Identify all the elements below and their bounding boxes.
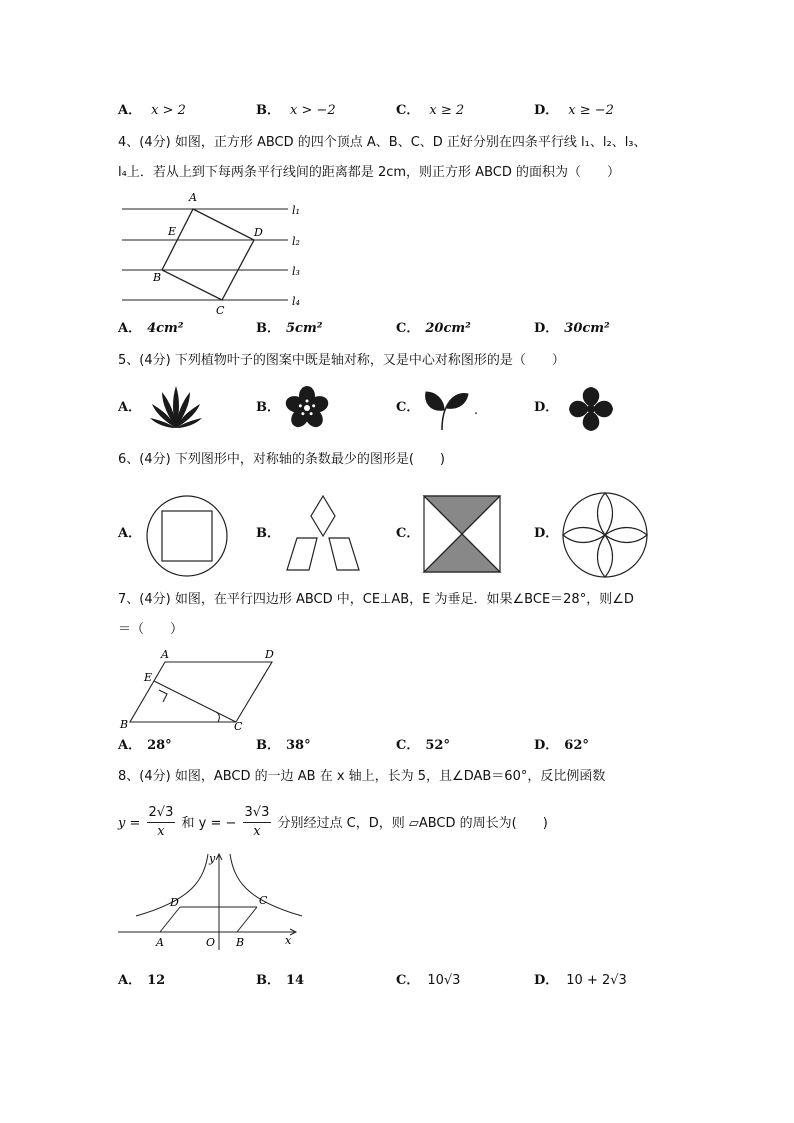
q4-option-b[interactable]: B． 5cm²: [256, 321, 323, 336]
label-y: y: [209, 852, 216, 865]
label-o: O: [206, 936, 216, 949]
q3-option-d[interactable]: D． x ≥ −2: [534, 103, 614, 118]
square-with-triangles-figure: [422, 494, 502, 574]
label-l1: l₁: [292, 204, 300, 217]
q7-option-d[interactable]: D． 62°: [534, 738, 589, 753]
label-d: D: [265, 648, 274, 661]
q6-option-d[interactable]: D．: [534, 526, 559, 541]
q4-figure: [118, 188, 318, 316]
q8-option-b[interactable]: B． 14: [256, 973, 305, 988]
label-l2: l₂: [292, 235, 300, 248]
q6-option-a[interactable]: A．: [118, 526, 142, 541]
q6-stem: 6、(4分) 下列图形中，对称轴的条数最少的图形是( ): [118, 452, 445, 467]
label-e: E: [144, 671, 153, 684]
label-c: C: [216, 304, 225, 316]
label-b: B: [120, 718, 129, 731]
q5-option-c-suffix: .: [474, 403, 479, 418]
label-l3: l₃: [292, 265, 300, 278]
label-x: x: [285, 934, 292, 947]
q6-option-c[interactable]: C．: [396, 526, 420, 541]
q7-stem-line2: ＝（ ）: [118, 622, 184, 637]
three-rhombus-figure: [283, 494, 363, 574]
q4-stem-line2: l₄上．若从上到下每两条平行线间的距离都是 2cm，则正方形 ABCD 的面积为（ ）: [118, 165, 620, 180]
fraction-2: $\frac{3√3}{x}$: [244, 805, 270, 839]
label-d: D: [254, 226, 263, 239]
two-leaves-icon: [422, 388, 470, 432]
label-b: B: [153, 271, 162, 284]
q3-option-a[interactable]: A． x > 2: [118, 103, 186, 118]
q8-stem-line2: y = $\frac{2√3}{x}$ 和 y = − $\frac{3√3}{x}$ 分别经过点 C，D，则 ▱ABCD 的周长为( ): [118, 805, 548, 839]
q4-stem-line1: 4、(4分) 如图，正方形 ABCD 的四个顶点 A、B、C、D 正好分别在四条平行线 l₁、l₂、l₃、: [118, 135, 647, 150]
square-abcd: [162, 209, 254, 300]
label-a: A: [189, 191, 197, 204]
q4-option-d[interactable]: D． 30cm²: [534, 321, 610, 336]
label-c: C: [259, 894, 268, 907]
q3-option-b[interactable]: B． x > −2: [256, 103, 336, 118]
segment-ce: [154, 681, 236, 722]
label-d: D: [170, 896, 179, 909]
q5-option-b[interactable]: B．: [256, 400, 280, 415]
palm-leaf-icon: [150, 386, 202, 430]
label-c: C: [234, 720, 243, 733]
q7-figure: [116, 644, 286, 734]
q4-option-a[interactable]: A． 4cm²: [118, 321, 184, 336]
q5-option-d[interactable]: D．: [534, 400, 559, 415]
q3-option-c[interactable]: C． x ≥ 2: [396, 103, 465, 118]
segment-cb: [237, 907, 257, 932]
label-a: A: [156, 936, 164, 949]
q8-stem-line1: 8、(4分) 如图，ABCD 的一边 AB 在 x 轴上，长为 5，且∠DAB＝60°，反比例函数: [118, 769, 606, 784]
q5-stem: 5、(4分) 下列植物叶子的图案中既是轴对称，又是中心对称图形的是（ ）: [118, 353, 565, 368]
q5-option-a[interactable]: A．: [118, 400, 142, 415]
five-petal-flower-icon: [285, 386, 329, 430]
four-petal-clover-icon: [567, 386, 615, 432]
q7-stem-line1: 7、(4分) 如图，在平行四边形 ABCD 中，CE⊥AB，E 为垂足．如果∠BCE＝28°，则∠D: [118, 592, 634, 607]
angle-arc: [216, 712, 219, 722]
right-angle-mark: [159, 690, 167, 702]
q8-option-d[interactable]: D． 10 + 2√3: [534, 973, 627, 988]
fraction-1: $\frac{2√3}{x}$: [148, 805, 174, 839]
label-l4: l₄: [292, 295, 300, 308]
q8-option-c[interactable]: C． 10√3: [396, 973, 461, 988]
q5-option-c[interactable]: C．: [396, 400, 420, 415]
circle-with-petals-figure: [560, 492, 650, 578]
q7-option-a[interactable]: A． 28°: [118, 738, 172, 753]
q8-option-a[interactable]: A． 12: [118, 973, 166, 988]
q8-figure: [116, 850, 311, 954]
label-a: A: [161, 648, 169, 661]
label-e: E: [168, 225, 177, 238]
q7-option-c[interactable]: C． 52°: [396, 738, 450, 753]
q7-option-b[interactable]: B． 38°: [256, 738, 311, 753]
q4-option-c[interactable]: C． 20cm²: [396, 321, 471, 336]
circle-with-square-figure: [145, 494, 229, 578]
q6-option-b[interactable]: B．: [256, 526, 280, 541]
label-b: B: [236, 936, 245, 949]
segment-ad: [160, 907, 180, 932]
